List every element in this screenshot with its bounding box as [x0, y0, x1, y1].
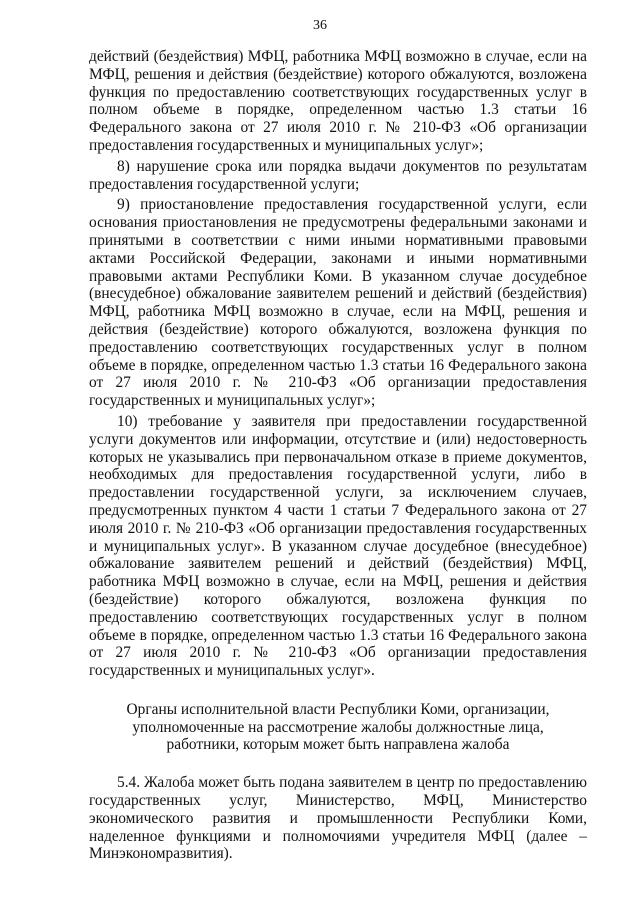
page-number: 36 [313, 18, 327, 33]
paragraph-item-8: 8) нарушение срока или порядка выдачи документов по результатам предоставления государственной услуги; [89, 157, 587, 193]
section-heading-line: Органы исполнительной власти Республики Коми, организации, [126, 700, 550, 718]
section-heading-line: уполномоченные на рассмотрение жалобы должностные лица, [132, 718, 544, 736]
paragraph-5-4: 5.4. Жалоба может быть подана заявителем в центр по предоставлению государственных услуг, Министерство, МФЦ, Министерство экономического развития и промышленности Республики Коми, наделенное функциями и полномочиями учредителя МФЦ (далее – Минэкономразвития). [89, 774, 587, 863]
section-heading-line: работники, которым может быть направлена жалоба [166, 736, 510, 754]
paragraph-item-10: 10) требование у заявителя при предоставлении государственной услуги документов или информации, отсутствие и (или) недостоверность которых не указывались при первоначальном отказе в приеме документов, необходимых для предоставления государственной услуги, либо в предоставлении государственной услуги, за исключением случаев, предусмотренных пунктом 4 части 1 статьи 7 Федерального закона от 27 июля 2010 г. № 210-ФЗ «Об организации предоставления государственных и муниципальных услуг». В указанном случае досудебное (внесудебное) обжалование заявителем решений и действий (бездействия) МФЦ, работника МФЦ возможно в случае, если на МФЦ, решения и действия (бездействие) которого обжалуются, возложена функция по предоставлению соответствующих государственных услуг в полном объеме в порядке, определенном частью 1.3 статьи 16 Федерального закона от 27 июля 2010 г. № 210-ФЗ «Об организации предоставления государственных и муниципальных услуг». [89, 412, 587, 680]
paragraph-continuation: действий (бездействия) МФЦ, работника МФЦ возможно в случае, если на МФЦ, решения и действия (бездействие) которого обжалуются, возложена функция по предоставлению соответствующих государственных услуг в полном объеме в порядке, определенном частью 1.3 статьи 16 Федерального закона от 27 июля 2010 г. № 210-ФЗ «Об организации предоставления государственных и муниципальных услуг»; [89, 48, 587, 154]
section-heading [89, 701, 587, 754]
document-body [89, 48, 587, 863]
paragraph-item-9: 9) приостановление предоставления государственной услуги, если основания приостановления не предусмотрены федеральными законами и принятыми в соответствии с ними иными нормативными правовыми актами Российской Федерации, законами и иными нормативными правовыми актами Республики Коми. В указанном случае досудебное (внесудебное) обжалование заявителем решений и действий (бездействия) МФЦ, работника МФЦ возможно в случае, если на МФЦ, решения и действия (бездействие) которого обжалуются, возложена функция по предоставлению соответствующих государственных услуг в полном объеме в порядке, определенном частью 1.3 статьи 16 Федерального закона от 27 июля 2010 г. № 210-ФЗ «Об организации предоставления государственных и муниципальных услуг»; [89, 196, 587, 410]
